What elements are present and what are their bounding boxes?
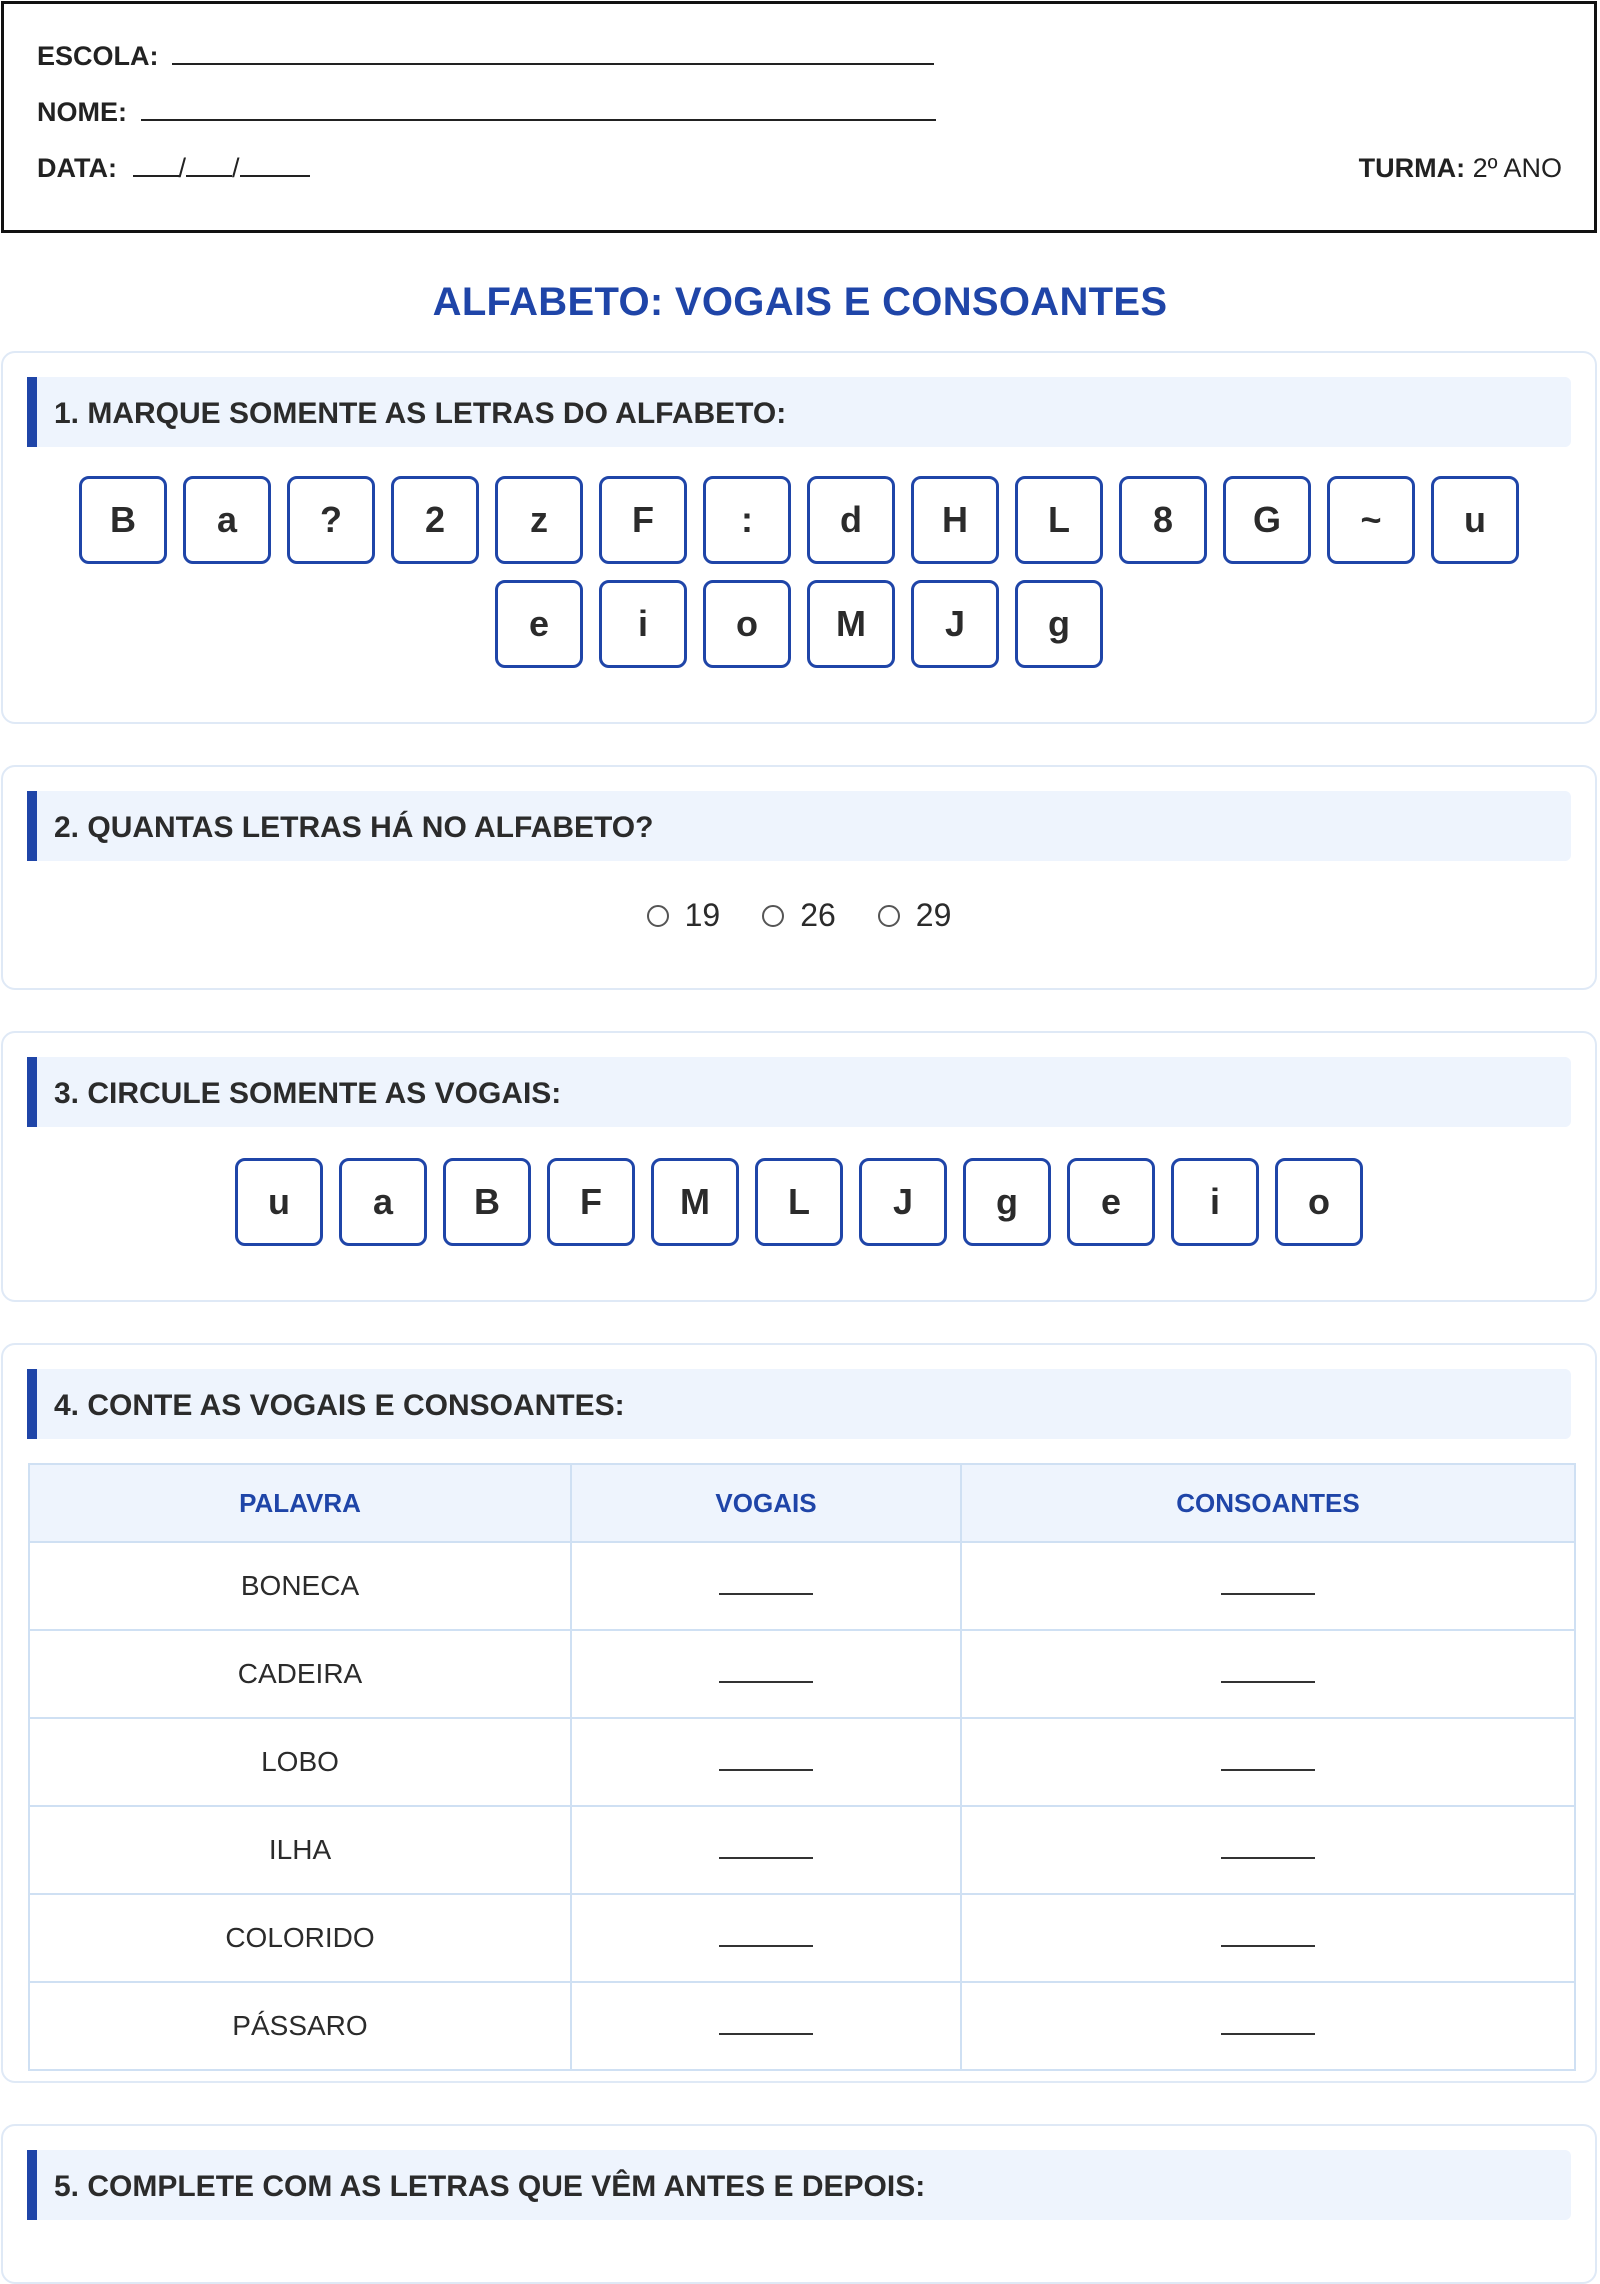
- vowel-count-blank[interactable]: [719, 2011, 813, 2035]
- table-header-row: [29, 1464, 1575, 1542]
- question-1-section: [1, 351, 1597, 724]
- consonant-count-cell: [961, 1630, 1575, 1718]
- consonant-count-blank[interactable]: [1221, 1659, 1315, 1683]
- question-4-header: [27, 1369, 1571, 1439]
- question-3-letter-grid: [3, 1158, 1595, 1246]
- question-4-section: [1, 1343, 1597, 2083]
- column-header: PALAVRA: [29, 1464, 571, 1542]
- answer-option-label: 29: [915, 897, 952, 933]
- consonant-count-blank[interactable]: [1221, 1835, 1315, 1859]
- answer-option[interactable]: [878, 897, 952, 934]
- nome-blank[interactable]: [141, 97, 936, 121]
- question-1-label: 1. MARQUE SOMENTE AS LETRAS DO ALFABETO:: [54, 397, 787, 430]
- question-2-header: [27, 791, 1571, 861]
- column-header: CONSOANTES: [961, 1464, 1575, 1542]
- letter-box[interactable]: a: [339, 1158, 427, 1246]
- letter-box[interactable]: 8: [1119, 476, 1207, 564]
- data-label: DATA:: [37, 153, 117, 183]
- table-row: [29, 1894, 1575, 1982]
- nome-row: [37, 97, 936, 128]
- letter-box[interactable]: a: [183, 476, 271, 564]
- letter-box[interactable]: g: [1015, 580, 1103, 668]
- word-cell: CADEIRA: [29, 1630, 571, 1718]
- consonant-count-blank[interactable]: [1221, 1571, 1315, 1595]
- turma-value: 2º ANO: [1472, 153, 1562, 183]
- consonant-count-cell: [961, 1542, 1575, 1630]
- letter-box[interactable]: u: [1431, 476, 1519, 564]
- letter-box[interactable]: ~: [1327, 476, 1415, 564]
- letter-box[interactable]: 2: [391, 476, 479, 564]
- consonant-count-cell: [961, 1982, 1575, 2070]
- question-2-label: 2. QUANTAS LETRAS HÁ NO ALFABETO?: [54, 811, 654, 844]
- date-separator: /: [232, 153, 240, 183]
- word-cell: BONECA: [29, 1542, 571, 1630]
- letter-box[interactable]: e: [1067, 1158, 1155, 1246]
- letter-box[interactable]: J: [911, 580, 999, 668]
- question-5-section: [1, 2124, 1597, 2284]
- consonant-count-blank[interactable]: [1221, 1747, 1315, 1771]
- question-1-header: [27, 377, 1571, 447]
- word-cell: COLORIDO: [29, 1894, 571, 1982]
- letter-box[interactable]: B: [79, 476, 167, 564]
- nome-label: NOME:: [37, 97, 127, 127]
- radio-button[interactable]: [878, 905, 900, 927]
- word-cell: PÁSSARO: [29, 1982, 571, 2070]
- letter-box[interactable]: L: [1015, 476, 1103, 564]
- word-cell: LOBO: [29, 1718, 571, 1806]
- consonant-count-cell: [961, 1718, 1575, 1806]
- letter-box[interactable]: d: [807, 476, 895, 564]
- letter-box[interactable]: M: [651, 1158, 739, 1246]
- letter-box[interactable]: u: [235, 1158, 323, 1246]
- turma: [1359, 153, 1562, 184]
- word-cell: ILHA: [29, 1806, 571, 1894]
- table-row: [29, 1542, 1575, 1630]
- vowel-count-cell: [571, 1630, 961, 1718]
- vowel-count-cell: [571, 1718, 961, 1806]
- letter-box[interactable]: :: [703, 476, 791, 564]
- letter-box[interactable]: F: [547, 1158, 635, 1246]
- table-row: [29, 1718, 1575, 1806]
- consonant-count-blank[interactable]: [1221, 1923, 1315, 1947]
- answer-option-label: 26: [800, 897, 836, 933]
- vowel-count-cell: [571, 1982, 961, 2070]
- question-4-label: 4. CONTE AS VOGAIS E CONSOANTES:: [54, 1389, 625, 1422]
- answer-option-label: 19: [684, 897, 721, 933]
- escola-row: [37, 41, 934, 72]
- month-blank[interactable]: [186, 153, 232, 177]
- letter-box[interactable]: B: [443, 1158, 531, 1246]
- question-2-options: [3, 897, 1595, 934]
- answer-option[interactable]: [647, 897, 721, 934]
- consonant-count-cell: [961, 1806, 1575, 1894]
- vowel-count-blank[interactable]: [719, 1923, 813, 1947]
- escola-label: ESCOLA:: [37, 41, 159, 71]
- vowel-count-cell: [571, 1894, 961, 1982]
- date-separator: /: [178, 153, 187, 183]
- table-row: [29, 1630, 1575, 1718]
- vowel-count-blank[interactable]: [719, 1571, 813, 1595]
- vowel-count-cell: [571, 1542, 961, 1630]
- question-5-header: [27, 2150, 1571, 2220]
- count-table: [28, 1463, 1576, 2071]
- data-row: [37, 153, 310, 184]
- worksheet-title: ALFABETO: VOGAIS E CONSOANTES: [432, 280, 1168, 324]
- table-row: [29, 1806, 1575, 1894]
- radio-button[interactable]: [762, 905, 784, 927]
- letter-box[interactable]: F: [599, 476, 687, 564]
- question-1-letter-grid: [3, 476, 1595, 668]
- vowel-count-blank[interactable]: [719, 1747, 813, 1771]
- question-3-label: 3. CIRCULE SOMENTE AS VOGAIS:: [54, 1077, 562, 1110]
- question-3-section: [1, 1031, 1597, 1302]
- vowel-count-cell: [571, 1806, 961, 1894]
- escola-blank[interactable]: [172, 41, 934, 65]
- year-blank[interactable]: [240, 153, 310, 177]
- consonant-count-blank[interactable]: [1221, 2011, 1315, 2035]
- day-blank[interactable]: [133, 153, 179, 177]
- letter-box[interactable]: G: [1223, 476, 1311, 564]
- answer-option[interactable]: [762, 897, 836, 934]
- question-5-label: 5. COMPLETE COM AS LETRAS QUE VÊM ANTES E DEPOIS:: [54, 2170, 926, 2203]
- letter-box[interactable]: H: [911, 476, 999, 564]
- table-row: [29, 1982, 1575, 2070]
- letter-box[interactable]: M: [807, 580, 895, 668]
- letter-box[interactable]: g: [963, 1158, 1051, 1246]
- letter-box[interactable]: i: [1171, 1158, 1259, 1246]
- letter-box[interactable]: L: [755, 1158, 843, 1246]
- radio-button[interactable]: [647, 905, 669, 927]
- letter-box[interactable]: i: [599, 580, 687, 668]
- letter-box[interactable]: o: [1275, 1158, 1363, 1246]
- letter-box[interactable]: o: [703, 580, 791, 668]
- letter-box[interactable]: e: [495, 580, 583, 668]
- question-2-section: [1, 765, 1597, 990]
- student-info-header: [1, 1, 1597, 233]
- consonant-count-cell: [961, 1894, 1575, 1982]
- letter-box[interactable]: J: [859, 1158, 947, 1246]
- letter-box[interactable]: ?: [287, 476, 375, 564]
- vowel-count-blank[interactable]: [719, 1659, 813, 1683]
- vowel-count-blank[interactable]: [719, 1835, 813, 1859]
- column-header: VOGAIS: [571, 1464, 961, 1542]
- question-3-header: [27, 1057, 1571, 1127]
- letter-box[interactable]: z: [495, 476, 583, 564]
- turma-label: TURMA:: [1358, 153, 1466, 183]
